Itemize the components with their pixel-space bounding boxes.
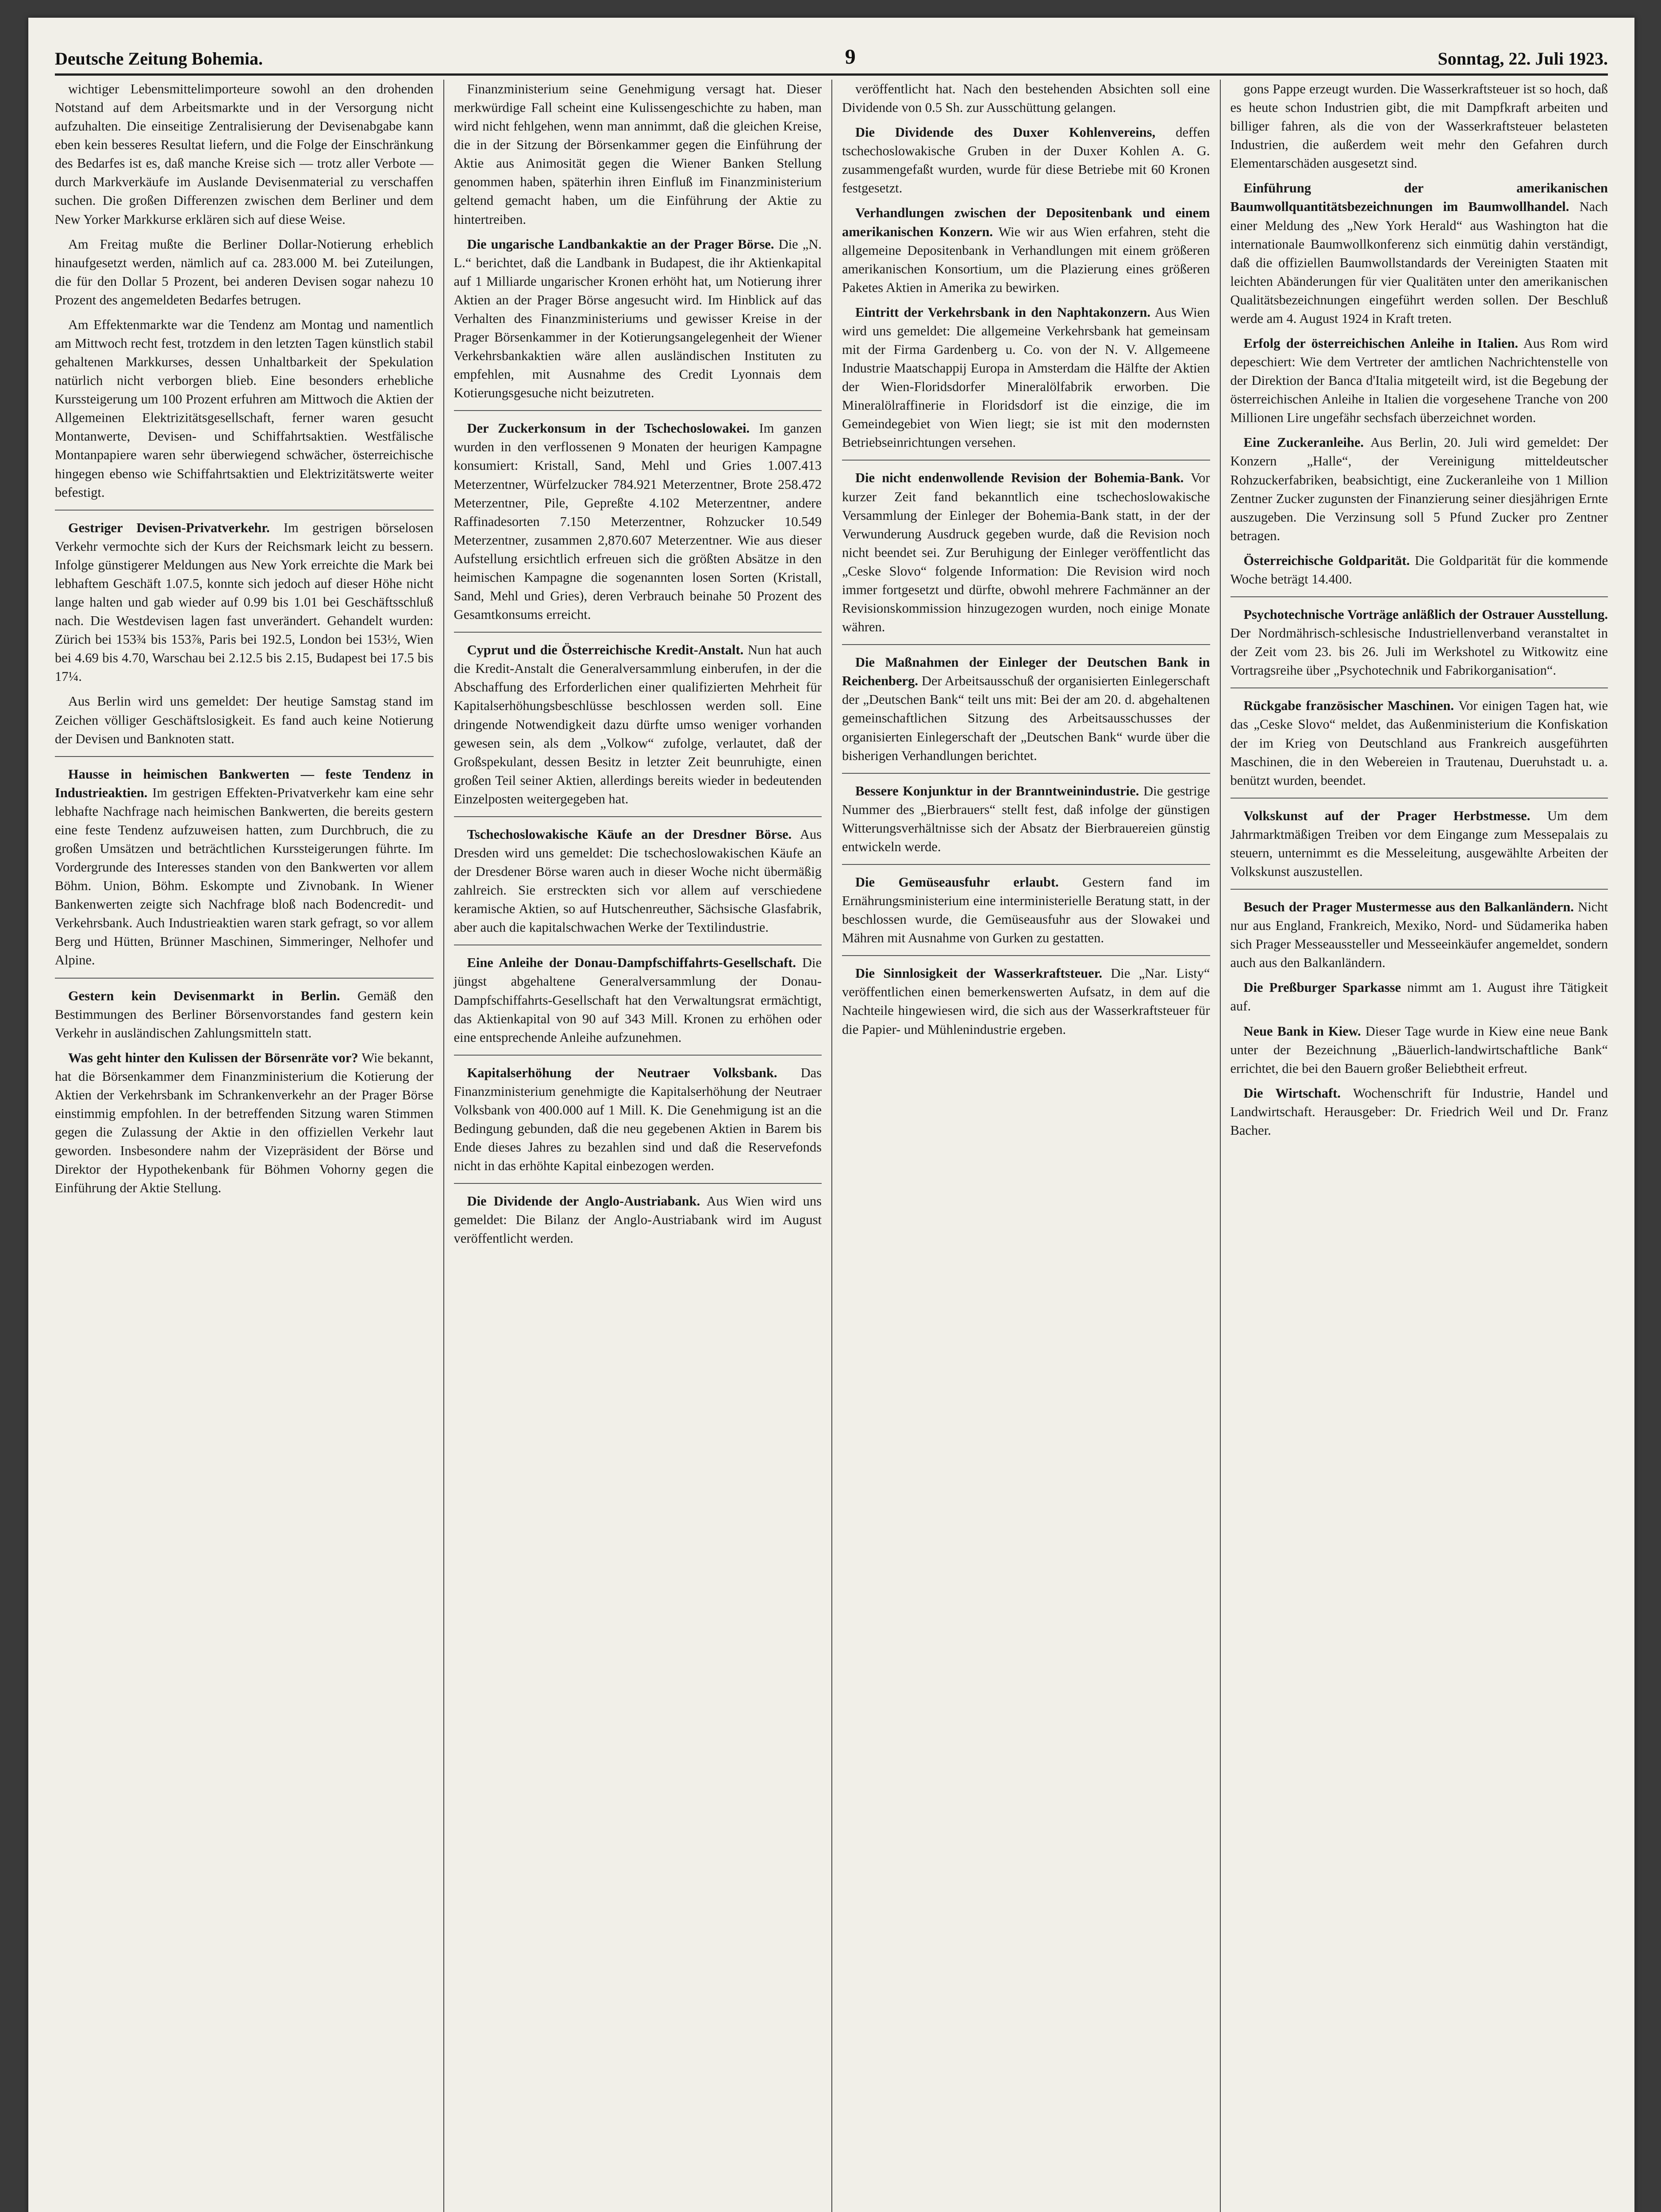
column-4	[1220, 80, 1608, 2212]
article-headline: Die ungarische Landbankaktie an der Prager Börse.	[467, 236, 774, 252]
column-rule	[454, 410, 822, 411]
article-text: Aus Berlin wird uns gemeldet: Der heutige Samstag stand im Zeichen völliger Geschäftslosigkeit. Es fand auch keine Notierung der Devisen und Banknoten statt.	[55, 694, 434, 746]
article-paragraph	[454, 825, 822, 937]
article-paragraph	[454, 419, 822, 624]
article-text: veröffentlicht hat. Nach den bestehenden Absichten soll eine Dividende von 0.5 Sh. zur Ausschüttung gelangen.	[842, 81, 1210, 115]
article-headline: Psychotechnische Vorträge anläßlich der Ostrauer Ausstellung.	[1243, 607, 1608, 622]
article-paragraph	[55, 80, 434, 229]
article-text: Im ganzen wurden in den verflossenen 9 Monaten der heurigen Kampagne konsumiert: Kristall, Sand, Mehl und Gries 1.007.413 Meterzentner, Würfelzucker 784.921 Meterzentner, Brote 258.472 Meterzentner, Pile, Gepreßte 4.102 Meterzentner, andere Raffinadesorten 7.150 Meterzentner, Rohzucker 10.549 Meterzentner, zusammen 2,870.607 Meterzentner. Wie aus dieser Aufstellung ersichtlich erfreuen sich die größten Absätze in den heimischen Kampagne die sogenannten losen Sorten (Kristall, Sand, Mehl und Gries), deren Verbrauch beinahe 50 Prozent des Gesamtkonsums erreicht.	[454, 421, 822, 622]
article-paragraph	[55, 765, 434, 970]
article-text: Die jüngst abgehaltene Generalversammlung der Donau-Dampfschiffahrts-Gesellschaft hat den Verwaltungsrat ermächtigt, das Aktienkapital von 90 auf 343 Mill. Kronen zu erhöhen oder eine entsprechende Anleihe aufzunehmen.	[454, 955, 822, 1045]
article-text: Gemäß den Bestimmungen des Berliner Börsenvorstandes fand gestern kein Verkehr in ausländischen Zahlungsmitteln statt.	[55, 988, 434, 1041]
article-headline: Kapitalserhöhung der Neutraer Volksbank.	[467, 1065, 777, 1080]
issue-date: Sonntag, 22. Juli 1923.	[1438, 49, 1608, 69]
article-headline: Besuch der Prager Mustermesse aus den Balkanländern.	[1243, 899, 1574, 915]
article-headline: Eine Anleihe der Donau-Dampfschiffahrts-Gesellschaft.	[467, 955, 796, 971]
article-headline: Cyprut und die Österreichische Kredit-Anstalt.	[467, 642, 744, 658]
article-text: wichtiger Lebensmittelimporteure sowohl an den drohenden Notstand auf dem Arbeitsmarkte und in der Versorgung nicht aufzuhalten. Die einseitige Zentralisierung der Devisenabgabe kann eben kein besseres Resultat liefern, und die Folge der Einschränkung des Bedarfes ist es, daß manche Kreise sich — trotz aller Verbote — durch Markverkäufe im Auslande Devisenmaterial zu verschaffen suchen. Die großen Differenzen zwischen dem Berliner und dem New Yorker Markkurse erklären sich auf diese Weise.	[55, 81, 434, 227]
article-paragraph	[55, 692, 434, 748]
article-paragraph	[842, 873, 1210, 947]
article-headline: Hausse in heimischen Bankwerten — feste Tendenz in Industrieaktien.	[55, 766, 434, 800]
column-rule	[842, 955, 1210, 956]
article-headline: Eine Zuckeranleihe.	[1243, 435, 1364, 450]
article-text: Die „Nar. Listy“ veröffentlichen einen bemerkenswerten Aufsatz, in dem auf die Nachteile hingewiesen wird, die sich aus der Wasserkraftsteuer für die Papier- und Mühlenindustrie ergeben.	[842, 966, 1210, 1037]
article-paragraph	[1230, 334, 1608, 427]
column-rule	[55, 756, 434, 757]
article-paragraph	[454, 1064, 822, 1175]
masthead-title: Deutsche Zeitung Bohemia.	[55, 49, 263, 69]
article-text: Der Nordmährisch-schlesische Industriellenverband veranstaltet in der Zeit vom 23. bis 26. Juli im Werkshotel zu Witkowitz eine Vortragsreihe über „Psychotechnik und Fabrikorganisation“.	[1230, 626, 1608, 678]
article-headline: Rückgabe französischer Maschinen.	[1243, 698, 1454, 714]
article-paragraph	[1230, 1084, 1608, 1140]
article-paragraph	[1230, 179, 1608, 328]
article-paragraph	[55, 235, 434, 309]
article-text: deffen tschechoslowakische Gruben in der Duxer Kohlen A. G. zusammengefaßt wurden, wurde für diese Betriebe mit 60 Kronen festgesetzt.	[842, 125, 1210, 196]
column-rule	[454, 1183, 822, 1184]
article-headline: Die Maßnahmen der Einleger der Deutschen Bank in Reichenberg.	[842, 655, 1210, 689]
article-text: Aus Wien wird uns gemeldet: Die Bilanz der Anglo-Austriabank wird im August veröffentlicht werden.	[454, 1194, 822, 1246]
article-headline: Der Zuckerkonsum in der Tschechoslowakei.	[467, 421, 750, 436]
column-rule	[1230, 596, 1608, 597]
article-text: gons Pappe erzeugt wurden. Die Wasserkraftsteuer ist so hoch, daß es heute schon Industrien gibt, die mit Dampfkraft arbeiten und billiger fahren, als die von der Wasserkraftsteuer belasteten Industrien, die außerdem weit mehr den Gefahren durch Elementarschäden ausgesetzt sind.	[1230, 81, 1608, 171]
column-rule	[454, 632, 822, 633]
article-headline: Die Sinnlosigkeit der Wasserkraftsteuer.	[855, 966, 1103, 981]
article-text: Aus Dresden wird uns gemeldet: Die tschechoslowakischen Käufe an der Dresdener Börse waren auch in dieser Woche nicht übermäßig zahlreich. Sie erstreckten sich vor allem auf verschiedene keramische Aktien, so auf Hutschenreuther, Sächsische Glasfabrik, aber auch die kapitalschwachen Werke der Textilindustrie.	[454, 826, 822, 935]
article-text: Aus Wien wird uns gemeldet: Die allgemeine Verkehrsbank hat gemeinsam mit der Firma Gardenberg u. Co. von der N. V. Allgemeene Industrie Maatschappij Europa in Amsterdam die Hälfte der Aktien der Wien-Floridsdorfer Mineralölfabrik erworben. Die Mineralölraffinerie in Floridsdorf ist die einzige, die im Gemeindegebiet von Wien liegt; sie ist mit den modernsten Betriebseinrichtungen versehen.	[842, 304, 1210, 450]
article-paragraph	[842, 123, 1210, 197]
article-headline: Eintritt der Verkehrsbank in den Naphtakonzern.	[855, 304, 1151, 320]
article-paragraph	[1230, 696, 1608, 789]
article-headline: Tschechoslowakische Käufe an der Dresdner Börse.	[467, 826, 792, 842]
article-text: Der Arbeitsausschuß der organisierten Einlegerschaft der „Deutschen Bank“ teilt uns mit: Bei der am 20. d. abgehaltenen gemeinschaftlichen Sitzung des Arbeitsausschusses der organisierten Einlegerschaft der „Deutschen Bank“ wurde über die bisherigen Verhandlungen berichtet.	[842, 673, 1210, 763]
article-paragraph	[842, 204, 1210, 296]
article-text: Aus Rom wird depeschiert: Wie dem Vertreter der amtlichen Nachrichtenstelle von der Direktion der Banca d'Italia mitgeteilt wird, ist die Begebung der österreichischen Anleihe in Italien die vorgesehene Tranche von 200 Millionen Lire ungefähr sechsfach überzeichnet worden.	[1230, 336, 1608, 426]
article-text: Am Freitag mußte die Berliner Dollar-Notierung erheblich hinaufgesetzt werden, nämlich auf ca. 283.000 M. bei Zuteilungen, die für den Dollar 5 Prozent, bei anderen Devisen sogar nahezu 10 Prozent des angemeldeten Bedarfes betrugen.	[55, 236, 434, 307]
column-2	[443, 80, 832, 2212]
column-rule	[842, 644, 1210, 645]
article-paragraph	[454, 235, 822, 403]
article-paragraph	[55, 987, 434, 1042]
article-headline: Die Wirtschaft.	[1243, 1085, 1341, 1101]
article-headline: Neue Bank in Kiew.	[1243, 1023, 1361, 1039]
article-text: Nun hat auch die Kredit-Anstalt die Generalversammlung einberufen, in der die Abschaffung des Erforderlichen einer qualifizierten Mehrheit für Kapitalserhöhungsbeschlüsse beschlossen werden soll. Eine dringende Notwendigkeit dazu dürfte umso weniger vorhanden gewesen sein, als dem „Volkow“ zufolge, verlautet, daß der Großspekulant, dessen Besitz in letzter Zeit beunruhigte, einen großen Teil seiner Aktien, allerdings bereits wieder in bedeutenden Einzelposten weitergegeben hat.	[454, 642, 822, 806]
article-text: Die „N. L.“ berichtet, daß die Landbank in Budapest, die ihr Aktienkapital auf 1 Milliarde ungarischer Kronen erhöht hat, um Notierung ihrer Aktien an der Prager Börse angesucht wird. Im Hinblick auf das Verhalten des Finanzministeriums und gewisser Kreise in der Prager Börsenkammer in der Kotierungsangelegenheit der Wiener Verkehrsbankaktien wäre allen ausländischen Instituten zu empfehlen, mit Ausnahme des Credit Lyonnais dem Kotierungsgesuche nicht beizutreten.	[454, 236, 822, 401]
article-text: Aus Berlin, 20. Juli wird gemeldet: Der Konzern „Halle“, der Vereinigung mitteldeutscher Rohzuckerfabriken, beabsichtigt, eine Zuckeranleihe von 1 Million Zentner Zucker zugunsten der Finanzierung seiner diesjährigen Ernte auszugeben. Die Verzinsung soll 5 Pfund Zucker pro Zentner betragen.	[1230, 435, 1608, 543]
column-rule	[842, 460, 1210, 461]
article-text: Die gestrige Nummer des „Bierbrauers“ stellt fest, daß infolge der günstigen Witterungsverhältnisse sich der Absatz der Bierbrauereien günstig entwickeln werde.	[842, 783, 1210, 854]
column-rule	[842, 773, 1210, 774]
column-rule	[454, 1055, 822, 1056]
article-paragraph	[454, 641, 822, 808]
article-text: Nicht nur aus England, Frankreich, Mexiko, Nord- und Südamerika haben sich Prager Messeaussteller und Messeeinkäufer angemeldet, sondern auch aus den Balkanländern.	[1230, 899, 1608, 971]
article-paragraph	[454, 953, 822, 1046]
article-text: Am Effektenmarkte war die Tendenz am Montag und namentlich am Mittwoch recht fest, trotzdem in den letzten Tagen künstlich stabil gehaltenen Markkurses, dessen Unhaltbarkeit der Spekulation natürlich nicht verborgen blieb. Eine besonders erhebliche Kurssteigerung um 100 Prozent erfuhren am Mittwoch die Aktien der Allgemeinen Elektrizitätsgesellschaft, ferner waren gesucht Montanwerte, Devisen- und Schiffahrtsaktien. Westfälische Montanpapiere waren sehr überwiegend schwächer, österreichische hingegen ebenso wie Schiffahrtsaktien und Elektrizitätswerte weiter befestigt.	[55, 317, 434, 500]
article-paragraph	[842, 303, 1210, 452]
page-header	[55, 34, 1608, 76]
column-rule	[842, 864, 1210, 865]
article-headline: Die Gemüseausfuhr erlaubt.	[855, 874, 1059, 890]
article-headline: Gestern kein Devisenmarkt in Berlin.	[68, 988, 340, 1003]
article-text: Wochenschrift für Industrie, Handel und Landwirtschaft. Herausgeber: Dr. Friedrich Weil und Dr. Franz Bacher.	[1230, 1085, 1608, 1138]
text-columns	[55, 80, 1608, 2212]
article-text: Nach einer Meldung des „New York Herald“ aus Washington hat die internationale Baumwollkonferenz sich einmütig dahin verständigt, daß die offiziellen Baumwollstandards der Vereinigten Staaten mit leichten Abänderungen für vier Qualitäten unter den amerikanischen Qualitätsbezeichnungen eingeführt werden sollen. Der Beschluß werde am 4. August 1924 in Kraft treten.	[1230, 199, 1608, 326]
column-rule	[1230, 687, 1608, 688]
article-headline: Volkskunst auf der Prager Herbstmesse.	[1243, 808, 1530, 823]
article-headline: Die Dividende des Duxer Kohlenvereins,	[855, 125, 1156, 140]
article-text: Im gestrigen Effekten-Privatverkehr kam eine sehr lebhafte Nachfrage nach heimischen Bankwerten, die bereits gestern eine feste Tendenz aufzuweisen hatten, zum Durchbruch, die zu großen Umsätzen und beträchtlichen Kurssteigerungen führte. Im Vordergrunde des Interesses standen von den Bankwerten vor allem Böhm. Union, Böhm. Eskompte und Zivnobank. In Wiener Bankenwerten zeigte sich Nachfrage bloß nach Bodencredit- und Verkehrsbank. Auch Industrieaktien waren stark gefragt, so vor allem Berg und Hütten, Brünner Maschinen, Simmeringer, Nelhofer und Alpine.	[55, 785, 434, 968]
column-rule	[1230, 889, 1608, 890]
article-text: Finanzministerium seine Genehmigung versagt hat. Dieser merkwürdige Fall scheint eine Kulissengeschichte zu haben, man wird nicht fehlgehen, wenn man annimmt, daß die gleichen Kreise, die in der Sitzung der Börsenkammer gegen die Einführung der Aktie aus Animosität gegen die Wiener Banken Stellung genommen haben, späterhin ihren Einfluß im Finanzministerium geltend gemacht haben, um die Einführung der Aktie zu hintertreiben.	[454, 81, 822, 227]
article-text: Um dem Jahrmarktmäßigen Treiben vor dem Eingange zum Messepalais zu steuern, unternimmt es die Messeleitung, ausgewählte Arbeiten der Volkskunst auszustellen.	[1230, 808, 1608, 879]
column-rule	[454, 816, 822, 817]
article-headline: Was geht hinter den Kulissen der Börsenräte vor?	[68, 1050, 358, 1065]
article-paragraph	[454, 80, 822, 229]
article-text: Die Goldparität für die kommende Woche beträgt 14.400.	[1230, 553, 1608, 587]
article-text: Wie wir aus Wien erfahren, steht die allgemeine Depositenbank in Verhandlungen mit einem größeren amerikanischen Konsortium, um die Plazierung eines größeren Paketes Aktien in Amerika zu bewirken.	[842, 224, 1210, 295]
article-text: Im gestrigen börselosen Verkehr vermochte sich der Kurs der Reichsmark leicht zu bessern. Infolge günstigerer Meldungen aus New York erreichte die Mark bei lebhaftem Geschäft 1.07.5, konnte sich jedoch auf dieser Höhe nicht lange halten und gab wieder auf 0.99 bis 1.01 bei Geschäftsschluß nach. Die Westdevisen lagen fast unverändert. Gehandelt wurden: Zürich bei 153¾ bis 153⅞, Paris bei 192.5, London bei 153½, Wien bei 4.69 bis 4.70, Warschau bei 2.12.5 bis 2.15, Budapest bei 17.5 bis 17¼.	[55, 520, 434, 684]
article-paragraph	[842, 964, 1210, 1038]
article-paragraph	[1230, 433, 1608, 545]
article-headline: Die nicht endenwollende Revision der Bohemia-Bank.	[855, 470, 1184, 486]
column-3	[831, 80, 1220, 2212]
article-paragraph	[842, 469, 1210, 636]
newspaper-page	[28, 18, 1634, 2212]
article-paragraph	[1230, 80, 1608, 173]
article-paragraph	[1230, 806, 1608, 881]
article-paragraph	[55, 1048, 434, 1198]
article-paragraph	[1230, 898, 1608, 972]
article-text: Das Finanzministerium genehmigte die Kapitalserhöhung der Neutraer Volksbank von 400.000 auf 1 Mill. K. Die Genehmigung ist an die Bedingung gebunden, daß die neu gegebenen Aktien in Barem bis Ende dieses Jahres zu bezahlen sind und daß die Reservefonds nicht in das erhöhte Kapital einbezogen werden.	[454, 1065, 822, 1174]
article-paragraph	[454, 1192, 822, 1248]
article-paragraph	[842, 782, 1210, 856]
column-rule	[1230, 798, 1608, 799]
article-paragraph	[842, 653, 1210, 764]
article-headline: Die Preßburger Sparkasse	[1243, 980, 1401, 995]
article-paragraph	[1230, 605, 1608, 680]
article-paragraph	[842, 80, 1210, 117]
article-paragraph	[55, 518, 434, 686]
article-headline: Bessere Konjunktur in der Branntweinindustrie.	[855, 783, 1139, 799]
page-number: 9	[845, 45, 856, 69]
article-headline: Erfolg der österreichischen Anleihe in Italien.	[1243, 336, 1519, 351]
article-paragraph	[1230, 551, 1608, 588]
article-paragraph	[55, 315, 434, 502]
column-rule	[55, 510, 434, 511]
article-text: Gestern fand im Ernährungsministerium eine interministerielle Beratung statt, in der beschlossen wurde, die Gemüseausfuhr aus der Slowakei und Mähren mit Ausnahme von Gurken zu gestatten.	[842, 874, 1210, 946]
article-text: Vor einigen Tagen hat, wie das „Ceske Slovo“ meldet, das Außenministerium die Konfiskation der im Krieg von Deutschland aus Frankreich ausgeführten Maschinen, die in den Webereien in Trautenau, Dueruhstadt u. a. benützt wurden, beendet.	[1230, 698, 1608, 788]
article-text: Wie bekannt, hat die Börsenkammer dem Finanzministerium die Kotierung der Aktien der Verkehrsbank im Schrankenverkehr an der Prager Börse einstimmig empfohlen. In der betreffenden Sitzung waren Stimmen gegen die Zulassung der Aktie in den offiziellen Verkehr laut geworden. Insbesondere nahm der Vizepräsident der Börse und Direktor der Hypothekenbank für Böhmen Vohorny gegen die Einführung der Aktie Stellung.	[55, 1050, 434, 1196]
article-headline: Gestriger Devisen-Privatverkehr.	[68, 520, 270, 535]
column-1	[55, 80, 443, 2212]
article-paragraph	[1230, 1022, 1608, 1078]
article-text: Vor kurzer Zeit fand bekanntlich eine tschechoslowakische Versammlung der Einleger der Bohemia-Bank statt, in der der Verwunderung Ausdruck gegeben wurde, daß die Revision noch nicht beendet sei. Zur Beruhigung der Einleger veröffentlicht das „Ceske Slovo“ folgende Information: Die Revision wird noch immer fortgesetzt und dürfte, obwohl mehrere Fachmänner an der Revisionskommission hinzugezogen wurden, noch einige Monate währen.	[842, 470, 1210, 635]
article-text: Dieser Tage wurde in Kiew eine neue Bank unter der Bezeichnung „Bäuerlich-landwirtschaftliche Bank“ errichtet, die bei den Bauern großer Beliebtheit erfreut.	[1230, 1023, 1608, 1076]
article-headline: Verhandlungen zwischen der Depositenbank und einem amerikanischen Konzern.	[842, 205, 1210, 239]
article-paragraph	[1230, 978, 1608, 1015]
article-headline: Einführung der amerikanischen Baumwollquantitätsbezeichnungen im Baumwollhandel.	[1230, 180, 1608, 215]
article-headline: Österreichische Goldparität.	[1243, 553, 1410, 568]
column-rule	[55, 978, 434, 979]
article-headline: Die Dividende der Anglo-Austriabank.	[467, 1194, 700, 1209]
article-text: nimmt am 1. August ihre Tätigkeit auf.	[1230, 980, 1608, 1014]
